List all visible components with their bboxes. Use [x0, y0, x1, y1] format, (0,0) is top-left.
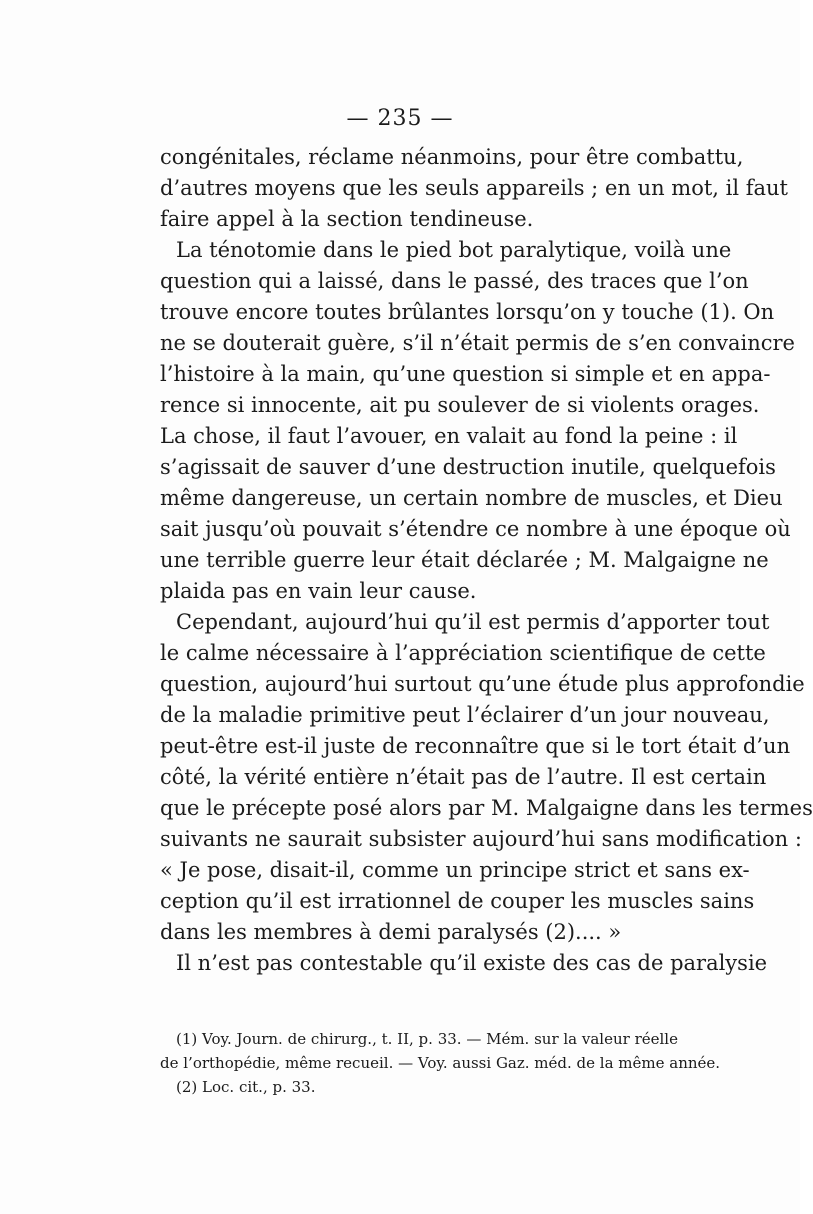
text-line: sait jusqu’où pouvait s’étendre ce nombre à une époque où	[160, 517, 791, 541]
text-line: le calme nécessaire à l’appréciation scientifique de cette	[160, 641, 766, 665]
footnote-line: (1) Voy. Journ. de chirurg., t. II, p. 33. — Mém. sur la valeur réelle	[176, 1030, 678, 1048]
text-line: rence si innocente, ait pu soulever de si violents orages.	[160, 393, 760, 417]
text-line: Cependant, aujourd’hui qu’il est permis d’apporter tout	[176, 610, 770, 634]
text-line: question qui a laissé, dans le passé, des traces que l’on	[160, 269, 749, 293]
footnotes	[160, 1027, 721, 1099]
text-line: d’autres moyens que les seuls appareils ; en un mot, il faut	[160, 176, 789, 200]
text-line: question, aujourd’hui surtout qu’une étude plus approfondie	[160, 672, 805, 696]
text-line: suivants ne saurait subsister aujourd’hui sans modification :	[160, 827, 802, 851]
text-line: même dangereuse, un certain nombre de muscles, et Dieu	[160, 486, 783, 510]
text-line: ne se douterait guère, s’il n’était permis de s’en convaincre	[160, 331, 795, 355]
text-line: côté, la vérité entière n’était pas de l’autre. Il est certain	[160, 765, 767, 789]
text-line: « Je pose, disait-il, comme un principe strict et sans ex-	[160, 858, 750, 882]
footnote-line: de l’orthopédie, même recueil. — Voy. aussi Gaz. méd. de la même année.	[160, 1054, 721, 1072]
text-line: congénitales, réclame néanmoins, pour être combattu,	[160, 145, 744, 169]
text-line: dans les membres à demi paralysés (2).... »	[160, 920, 622, 944]
text-line: s’agissait de sauver d’une destruction inutile, quelquefois	[160, 455, 776, 479]
text-line: Il n’est pas contestable qu’il existe des cas de paralysie	[176, 951, 768, 975]
text-line: ception qu’il est irrationnel de couper les muscles sains	[160, 889, 755, 913]
text-line: une terrible guerre leur était déclarée ; M. Malgaigne ne	[160, 548, 769, 572]
text-line: l’histoire à la main, qu’une question si simple et en appa-	[160, 362, 771, 386]
text-line: peut-être est-il juste de reconnaître que si le tort était d’un	[160, 734, 791, 758]
text-line: trouve encore toutes brûlantes lorsqu’on y touche (1). On	[160, 300, 775, 324]
text-line: plaida pas en vain leur cause.	[160, 579, 477, 603]
footnote-line: (2) Loc. cit., p. 33.	[176, 1078, 316, 1096]
text-line: que le précepte posé alors par M. Malgaigne dans les termes	[160, 796, 813, 820]
body-text	[160, 142, 813, 979]
text-line: La chose, il faut l’avouer, en valait au fond la peine : il	[160, 424, 738, 448]
text-line: faire appel à la section tendineuse.	[160, 207, 534, 231]
text-line: La ténotomie dans le pied bot paralytique, voilà une	[176, 238, 732, 262]
text-line: de la maladie primitive peut l’éclairer d’un jour nouveau,	[160, 703, 770, 727]
page-number: — 235 —	[346, 106, 454, 131]
